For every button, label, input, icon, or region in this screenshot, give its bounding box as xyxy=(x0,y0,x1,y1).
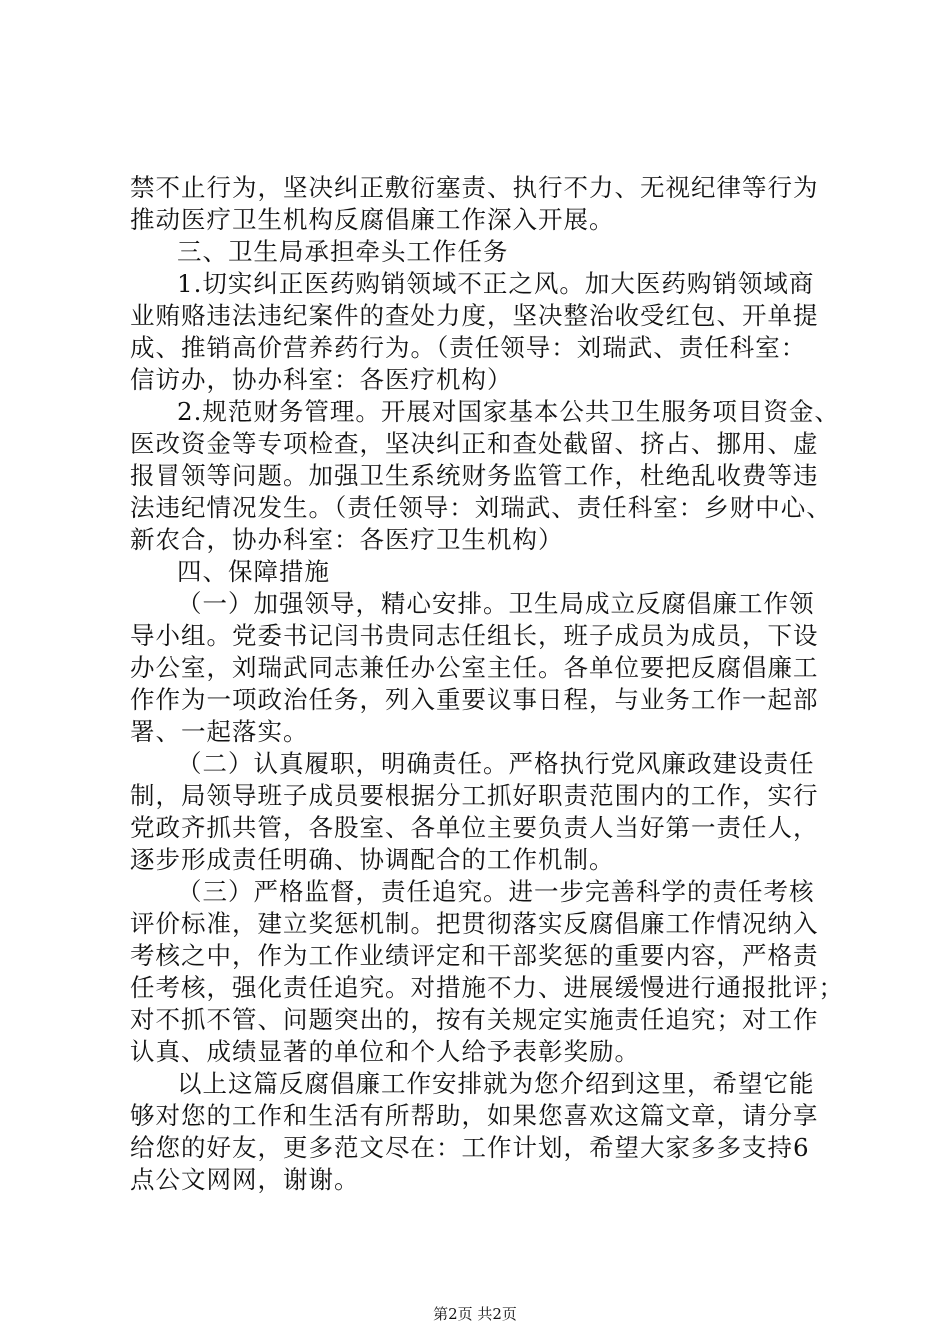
text-line: 评价标准，建立奖惩机制。把贯彻落实反腐倡廉工作情况纳入 xyxy=(130,909,819,938)
text-line: 2.规范财务管理。开展对国家基本公共卫生服务项目资金、 xyxy=(177,397,840,426)
section-heading: 三、卫生局承担牵头工作任务 xyxy=(177,237,509,266)
text-line: 考核之中，作为工作业绩评定和干部奖惩的重要内容，严格责 xyxy=(130,941,819,970)
text-line: 够对您的工作和生活有所帮助，如果您喜欢这篇文章，请分享 xyxy=(130,1101,819,1130)
text-line: 办公室，刘瑞武同志兼任办公室主任。各单位要把反腐倡廉工 xyxy=(130,653,819,682)
text-line: 对不抓不管、问题突出的，按有关规定实施责任追究；对工作 xyxy=(130,1005,819,1034)
text-line: 逐步形成责任明确、协调配合的工作机制。 xyxy=(130,845,615,874)
text-line: 成、推销高价营养药行为。（责任领导：刘瑞武、责任科室： xyxy=(130,333,807,362)
text-line: （二）认真履职，明确责任。严格执行党风廉政建设责任 xyxy=(177,749,815,778)
text-line: 任考核，强化责任追究。对措施不力、进展缓慢进行通报批评； xyxy=(130,973,844,1002)
text-line: 推动医疗卫生机构反腐倡廉工作深入开展。 xyxy=(130,205,615,234)
text-line: 业贿赂违法违纪案件的查处力度，坚决整治收受红包、开单提 xyxy=(130,301,819,330)
text-line: 新农合，协办科室：各医疗卫生机构） xyxy=(130,525,564,554)
text-line: 报冒领等问题。加强卫生系统财务监管工作，杜绝乱收费等违 xyxy=(130,461,819,490)
text-line: 信访办，协办科室：各医疗机构） xyxy=(130,365,513,394)
page-number: 第2页 共2页 xyxy=(433,1305,517,1323)
text-line: （一）加强领导，精心安排。卫生局成立反腐倡廉工作领 xyxy=(177,589,815,618)
section-heading: 四、保障措施 xyxy=(177,557,330,586)
text-line: （三）严格监督，责任追究。进一步完善科学的责任考核 xyxy=(177,877,815,906)
text-line: 署、一起落实。 xyxy=(130,717,309,746)
text-line: 给您的好友，更多范文尽在：工作计划，希望大家多多支持6 xyxy=(130,1133,810,1162)
text-line: 点公文网网，谢谢。 xyxy=(130,1165,360,1194)
text-line: 导小组。党委书记闫书贵同志任组长，班子成员为成员，下设 xyxy=(130,621,819,650)
text-line: 1.切实纠正医药购销领域不正之风。加大医药购销领域商 xyxy=(177,269,815,298)
text-line: 作作为一项政治任务，列入重要议事日程，与业务工作一起部 xyxy=(130,685,819,714)
text-line: 认真、成绩显著的单位和个人给予表彰奖励。 xyxy=(130,1037,640,1066)
text-line: 法违纪情况发生。（责任领导：刘瑞武、责任科室：乡财中心、 xyxy=(130,493,832,522)
text-line: 党政齐抓共管，各股室、各单位主要负责人当好第一责任人， xyxy=(130,813,819,842)
text-line: 医改资金等专项检查，坚决纠正和查处截留、挤占、挪用、虚 xyxy=(130,429,819,458)
text-line: 禁不止行为，坚决纠正敷衍塞责、执行不力、无视纪律等行为 xyxy=(130,173,819,202)
text-line: 以上这篇反腐倡廉工作安排就为您介绍到这里，希望它能 xyxy=(177,1069,815,1098)
text-line: 制，局领导班子成员要根据分工抓好职责范围内的工作，实行 xyxy=(130,781,819,810)
